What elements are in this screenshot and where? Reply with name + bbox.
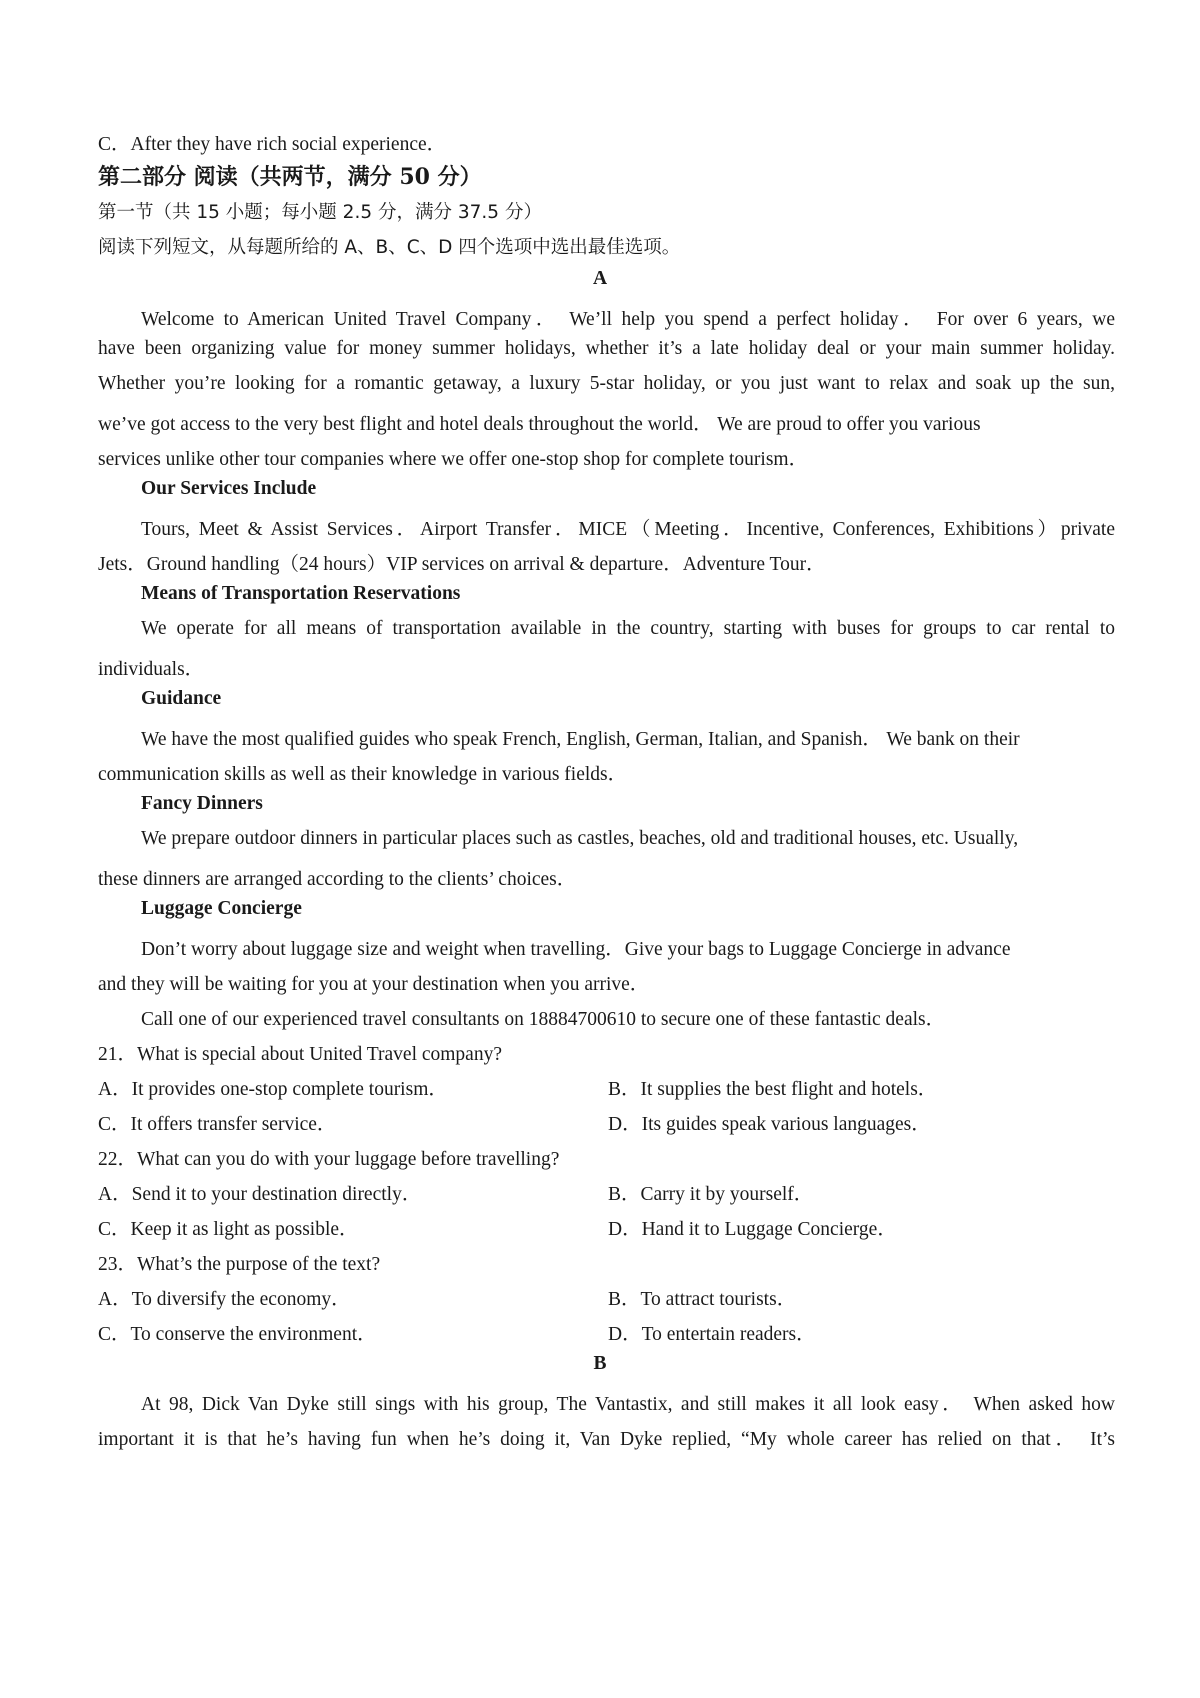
call-line: Call one of our experienced travel consultants on 18884700610 to secure one of these fantastic deals． (141, 1009, 946, 1030)
passage-a-intro-line: services unlike other tour companies where we offer one-stop shop for complete tourism． (98, 449, 809, 470)
question-stem: 23．What’s the purpose of the text? (98, 1254, 381, 1275)
option-b: B．To attract tourists． (608, 1289, 797, 1310)
luggage-line: and they will be waiting for you at your destination when you arrive． (98, 974, 650, 995)
passage-b-letter: B (593, 1353, 607, 1374)
passage-a-intro-line: Welcome to American United Travel Company． We’ll help you spend a perfect holiday． For over 6 years, we (141, 309, 1115, 330)
option-a: A．To diversify the economy． (98, 1289, 351, 1310)
luggage-heading: Luggage Concierge (141, 898, 302, 919)
question-stem: 22．What can you do with your luggage before travelling? (98, 1149, 560, 1170)
guidance-line: communication skills as well as their knowledge in various fields． (98, 764, 628, 785)
luggage-line: Don’t worry about luggage size and weight when travelling．Give your bags to Luggage Concierge in advance (141, 939, 1011, 960)
passage-a-letter: A (592, 268, 608, 289)
section-title: 第二部分 阅读（共两节，满分 50 分） (98, 164, 482, 190)
option-d: D．Hand it to Luggage Concierge． (608, 1219, 897, 1240)
passage-a-intro-line: Whether you’re looking for a romantic getaway, a luxury 5-star holiday, or you just want to relax and soak up the sun, (98, 373, 1115, 394)
section-subtitle: 第一节（共 15 小题；每小题 2.5 分，满分 37.5 分） (98, 202, 542, 223)
transport-line: We operate for all means of transportation available in the country, starting with buses for groups to car rental to (141, 618, 1115, 639)
dinners-line: We prepare outdoor dinners in particular places such as castles, beaches, old and traditional houses, etc. Usually, (141, 828, 1019, 849)
option-c: C．To conserve the environment． (98, 1324, 377, 1345)
passage-b-line: important it is that he’s having fun when he’s doing it, Van Dyke replied, “My whole career has relied on that． It’s (98, 1429, 1115, 1450)
option-b: B．Carry it by yourself． (608, 1184, 814, 1205)
passage-b-line: At 98, Dick Van Dyke still sings with his group, The Vantastix, and still makes it all look easy． When asked how (141, 1394, 1115, 1415)
option-a: A．It provides one-stop complete tourism． (98, 1079, 448, 1100)
transport-heading: Means of Transportation Reservations (141, 583, 461, 604)
option-a: A．Send it to your destination directly． (98, 1184, 422, 1205)
guidance-heading: Guidance (141, 688, 222, 709)
option-b: B．It supplies the best flight and hotels． (608, 1079, 938, 1100)
section-instructions: 阅读下列短文，从每题所给的 A、B、C、D 四个选项中选出最佳选项。 (98, 237, 681, 258)
services-line: Tours, Meet & Assist Services．Airport Transfer．MICE（Meeting．Incentive, Conferences, Exhibitions）private (141, 519, 1115, 540)
guidance-line: We have the most qualified guides who speak French, English, German, Italian, and Spanish． We bank on their (141, 729, 1020, 750)
transport-line: individuals． (98, 659, 205, 680)
option-c: C．It offers transfer service． (98, 1114, 337, 1135)
option-c: C．Keep it as light as possible． (98, 1219, 359, 1240)
passage-a-intro-line: we’ve got access to the very best flight and hotel deals throughout the world． We are proud to offer you various (98, 414, 981, 435)
question-stem: 21．What is special about United Travel company? (98, 1044, 502, 1065)
services-heading: Our Services Include (141, 478, 317, 499)
dinners-line: these dinners are arranged according to the clients’ choices． (98, 869, 577, 890)
option-d: D．Its guides speak various languages． (608, 1114, 931, 1135)
services-line: Jets．Ground handling（24 hours）VIP services on arrival & departure．Adventure Tour． (98, 554, 826, 575)
dinners-heading: Fancy Dinners (141, 793, 263, 814)
option-d: D．To entertain readers． (608, 1324, 816, 1345)
prev-option-c: C．After they have rich social experience． (98, 134, 447, 155)
passage-a-intro-line: have been organizing value for money summer holidays, whether it’s a late holiday deal or your main summer holiday. (98, 338, 1115, 359)
